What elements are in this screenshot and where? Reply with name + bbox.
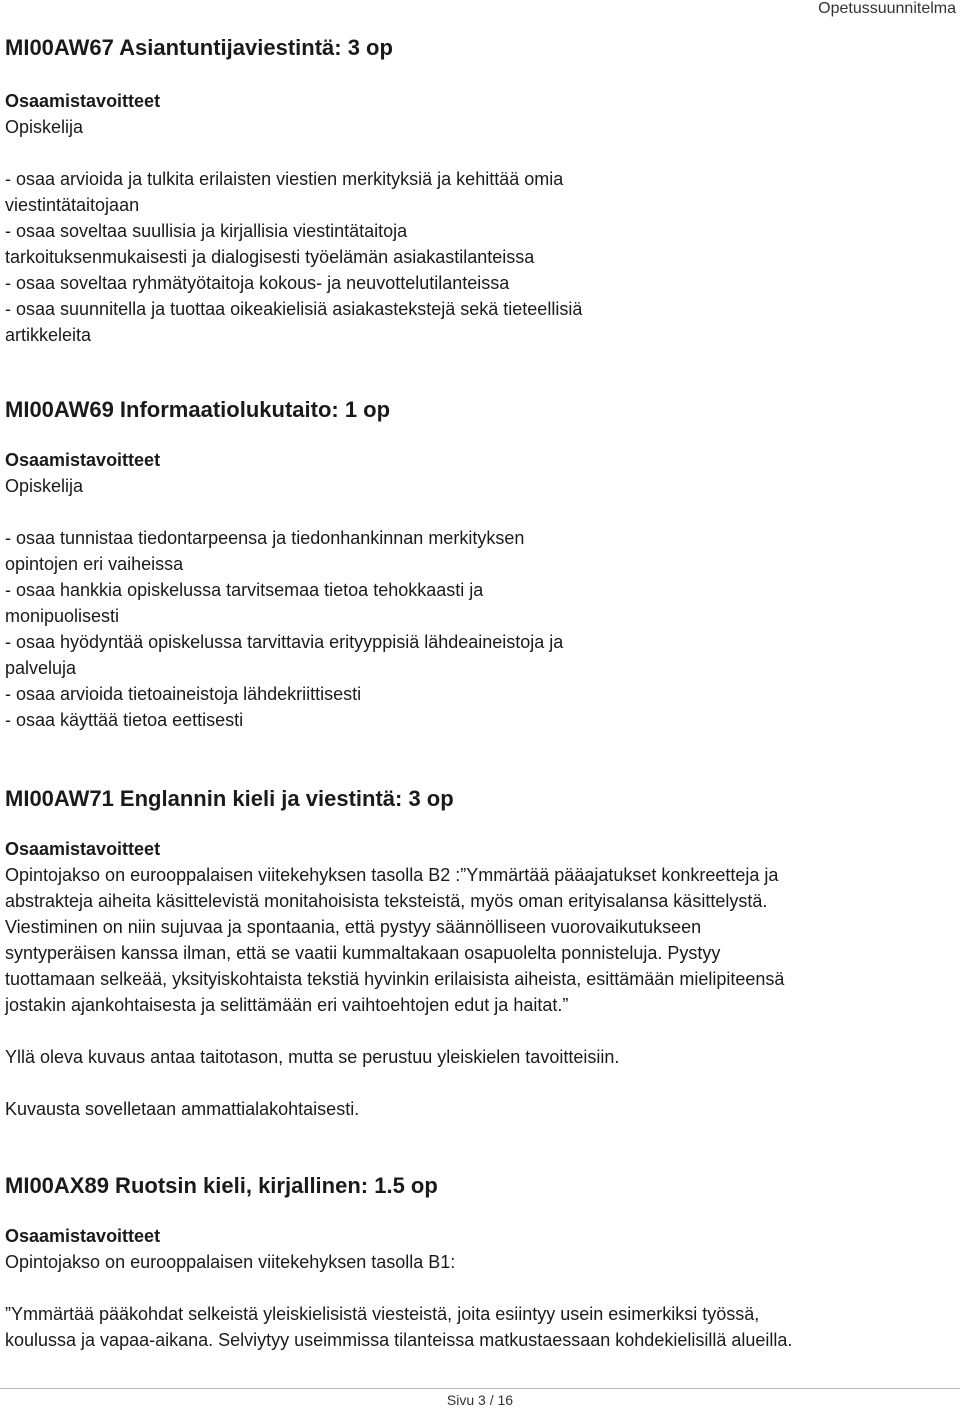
course-section-2 xyxy=(5,396,945,733)
description-line: jostakin ajankohtaisesta ja selittämään eri vaihtoehtojen edut ja haitat.” xyxy=(5,995,569,1015)
objective-line: - osaa arvioida tietoaineistoja lähdekriittisesti xyxy=(5,684,362,704)
footer-divider xyxy=(0,1388,960,1389)
paragraph: Kuvausta sovelletaan ammattialakohtaisesti. xyxy=(5,1099,360,1119)
objective-line: - osaa tunnistaa tiedontarpeensa ja tiedonhankinnan merkityksen xyxy=(5,528,525,548)
objective-line: tarkoituksenmukaisesti ja dialogisesti työelämän asiakastilanteissa xyxy=(5,247,535,267)
description-line: tuottamaan selkeää, yksityiskohtaista tekstiä hyvinkin erilaisista aiheista, esittämään mielipiteensä xyxy=(5,969,785,989)
page-number: Sivu 3 / 16 xyxy=(446,1392,514,1408)
description-line: syntyperäisen kanssa ilman, että se vaatii kummaltakaan osapuolelta ponnisteluja. Pystyy xyxy=(5,943,721,963)
description-line: abstrakteja aiheita käsittelevistä monitahoisista teksteistä, myös oman erityisalansa käsittelystä. xyxy=(5,891,768,911)
section-heading: Osaamistavoitteet xyxy=(5,91,161,111)
course-title: MI00AX89 Ruotsin kieli, kirjallinen: 1.5 op xyxy=(5,1173,438,1198)
description-line: ”Ymmärtää pääkohdat selkeistä yleiskielisistä viesteistä, joita esiintyy usein esimerkiksi työssä, xyxy=(5,1304,760,1324)
objective-line: palveluja xyxy=(5,658,77,678)
paragraph: Yllä oleva kuvaus antaa taitotason, mutta se perustuu yleiskielen tavoitteisiin. xyxy=(5,1047,620,1067)
course-section-4 xyxy=(5,1172,945,1353)
objective-line: - osaa hankkia opiskelussa tarvitsemaa tietoa tehokkaasti ja xyxy=(5,580,484,600)
objective-line: - osaa hyödyntää opiskelussa tarvittavia erityyppisiä lähdeaineistoja ja xyxy=(5,632,564,652)
description-line: koulussa ja vapaa-aikana. Selviytyy useimmissa tilanteissa matkustaessaan kohdekielisillä alueilla. xyxy=(5,1330,793,1350)
course-title: MI00AW67 Asiantuntijaviestintä: 3 op xyxy=(5,35,393,60)
objective-line: monipuolisesti xyxy=(5,606,120,626)
objective-line: - osaa suunnitella ja tuottaa oikeakielisiä asiakastekstejä sekä tieteellisiä xyxy=(5,299,583,319)
objective-line: - osaa arvioida ja tulkita erilaisten viestien merkityksiä ja kehittää omia xyxy=(5,169,564,189)
description-line: Opintojakso on eurooppalaisen viitekehyksen tasolla B2 :”Ymmärtää pääajatukset konkreetteja ja xyxy=(5,865,779,885)
description-line: Viestiminen on niin sujuvaa ja spontaania, että pystyy säännölliseen vuorovaikutukseen xyxy=(5,917,702,937)
objective-line: - osaa soveltaa ryhmätyötaitoja kokous- ja neuvottelutilanteissa xyxy=(5,273,510,293)
objective-line: opintojen eri vaiheissa xyxy=(5,554,184,574)
intro-text: Opintojakso on eurooppalaisen viitekehyksen tasolla B1: xyxy=(5,1252,456,1272)
course-section-3 xyxy=(5,785,945,1122)
course-section-1 xyxy=(5,34,945,348)
section-heading: Osaamistavoitteet xyxy=(5,1226,161,1246)
objective-line: - osaa käyttää tietoa eettisesti xyxy=(5,710,244,730)
section-heading: Osaamistavoitteet xyxy=(5,450,161,470)
intro-text: Opiskelija xyxy=(5,476,84,496)
objective-line: - osaa soveltaa suullisia ja kirjallisia viestintätaitoja xyxy=(5,221,408,241)
document-header: Opetussuunnitelma xyxy=(818,0,956,17)
course-title: MI00AW71 Englannin kieli ja viestintä: 3 op xyxy=(5,786,454,811)
objective-line: viestintätaitojaan xyxy=(5,195,140,215)
course-title: MI00AW69 Informaatiolukutaito: 1 op xyxy=(5,397,391,422)
intro-text: Opiskelija xyxy=(5,117,84,137)
objective-line: artikkeleita xyxy=(5,325,92,345)
section-heading: Osaamistavoitteet xyxy=(5,839,161,859)
